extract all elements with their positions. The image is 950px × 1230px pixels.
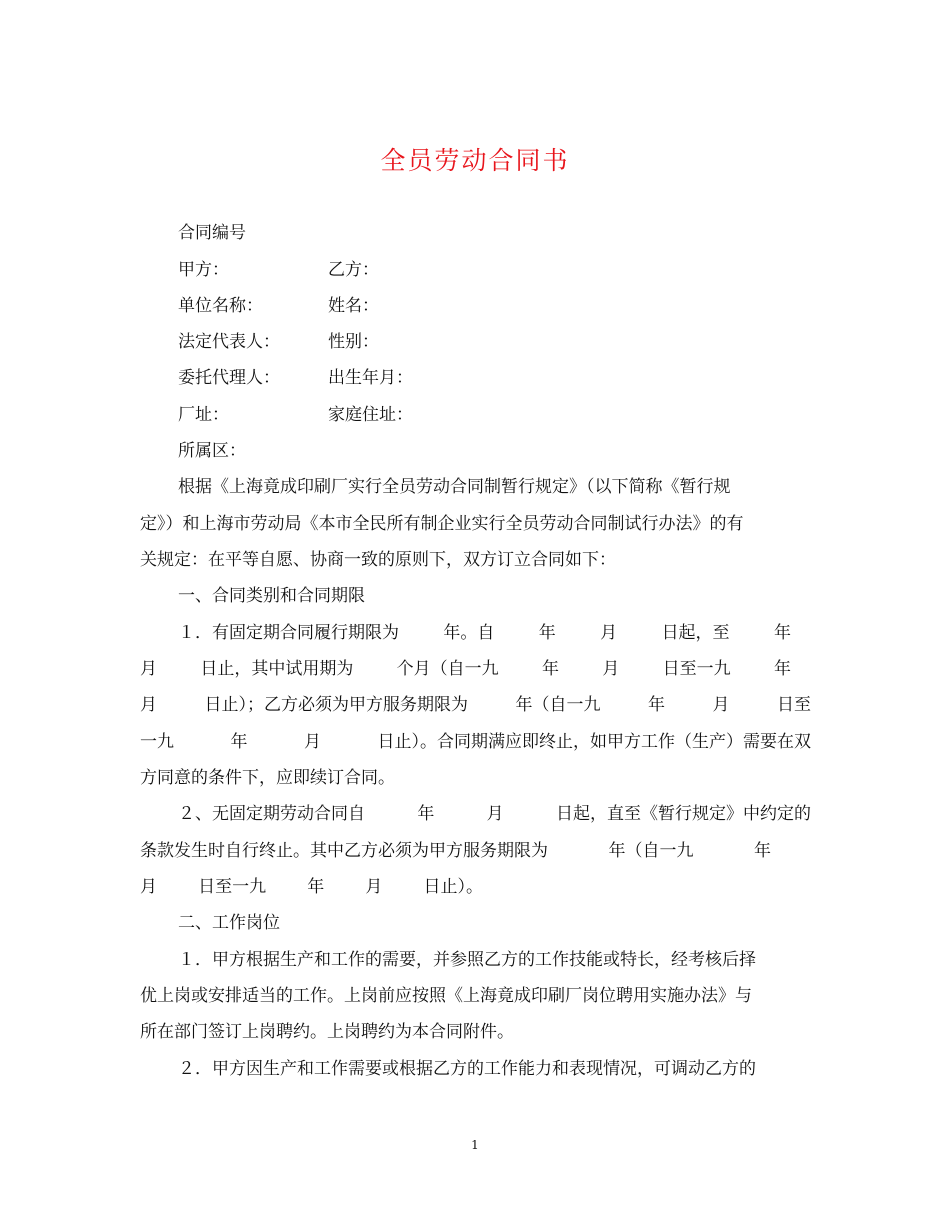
clause-text: 月 bbox=[486, 804, 504, 824]
clause-text: 月 bbox=[140, 695, 157, 715]
clause-text: 年 bbox=[754, 841, 771, 861]
clause-text: 年 bbox=[648, 695, 665, 715]
name-label: 姓名： bbox=[328, 296, 379, 316]
section-heading: 一、合同类别和合同期限 bbox=[178, 586, 365, 606]
agent-label: 委托代理人： bbox=[178, 368, 280, 388]
clause-text: 年。自 bbox=[443, 623, 495, 643]
home-address-label: 家庭住址： bbox=[328, 405, 413, 425]
clause-line bbox=[178, 804, 811, 824]
clause-text: 月 bbox=[365, 877, 383, 897]
clause-text: 一九 bbox=[140, 732, 174, 752]
clause-text: 条款发生时自行终止。其中乙方必须为甲方服务期限为 bbox=[140, 841, 548, 861]
clause-line bbox=[140, 732, 811, 752]
clause-text: 日止）。 bbox=[423, 877, 483, 897]
legal-rep-label: 法定代表人： bbox=[178, 332, 280, 352]
clause-line: 优上岗或安排适当的工作。上岗前应按照《上海竟成印刷厂岗位聘用实施办法》与 bbox=[140, 986, 752, 1006]
intro-line: 关规定：在平等自愿、协商一致的原则下，双方订立合同如下： bbox=[140, 550, 616, 570]
clause-line bbox=[140, 695, 811, 715]
clause-text: 年（自一九 bbox=[515, 695, 601, 715]
clause-line: １．甲方根据生产和工作的需要，并参照乙方的工作技能或特长，经考核后择 bbox=[178, 950, 756, 970]
clause-line: ２．甲方因生产和工作需要或根据乙方的工作能力和表现情况，可调动乙方的 bbox=[178, 1059, 756, 1079]
unit-name-label: 单位名称： bbox=[178, 296, 263, 316]
section-heading: 二、工作岗位 bbox=[178, 913, 280, 933]
clause-text: 日止，其中试用期为 bbox=[200, 659, 354, 679]
party-b-label: 乙方： bbox=[328, 260, 379, 280]
clause-text: 年 bbox=[230, 732, 248, 752]
factory-address-label: 厂址： bbox=[178, 405, 229, 425]
clause-text: ２、无固定期劳动合同自 bbox=[178, 804, 365, 824]
clause-text: 月 bbox=[712, 695, 730, 715]
gender-label: 性别： bbox=[328, 332, 379, 352]
clause-line bbox=[140, 659, 791, 679]
clause-text: 个月（自一九 bbox=[396, 659, 499, 679]
party-a-label: 甲方： bbox=[178, 260, 229, 280]
clause-text: 日至 bbox=[777, 695, 811, 715]
clause-text: 日起，直至《暂行规定》中约定的 bbox=[555, 804, 811, 824]
contract-number-label: 合同编号 bbox=[178, 223, 246, 243]
clause-text: 月 bbox=[602, 659, 620, 679]
intro-line: 根据《上海竟成印刷厂实行全员劳动合同制暂行规定》（以下简称《暂行规 bbox=[178, 477, 731, 497]
intro-line: 定》）和上海市劳动局《本市全民所有制企业实行全员劳动合同制试行办法》的有 bbox=[140, 514, 744, 534]
clause-text: 日止）。合同期满应即终止，如甲方工作（生产）需要在双 bbox=[377, 732, 811, 752]
clause-line bbox=[178, 623, 791, 643]
birth-label: 出生年月： bbox=[328, 368, 413, 388]
clause-text: 年 bbox=[417, 804, 435, 824]
clause-line bbox=[140, 841, 771, 861]
district-label: 所属区： bbox=[178, 441, 246, 461]
clause-text: 日至一九 bbox=[198, 877, 267, 897]
clause-text: 年 bbox=[541, 659, 559, 679]
clause-text: 月 bbox=[140, 659, 157, 679]
clause-line bbox=[140, 877, 483, 897]
clause-text: 年（自一九 bbox=[608, 841, 694, 861]
clause-text: 日起，至 bbox=[661, 623, 730, 643]
clause-line: 方同意的条件下，应即续订合同。 bbox=[140, 768, 395, 788]
clause-text: 日至一九 bbox=[662, 659, 731, 679]
clause-text: 月 bbox=[140, 877, 157, 897]
page-number: 1 bbox=[471, 1138, 479, 1152]
clause-text: 年 bbox=[307, 877, 325, 897]
document-title: 全员劳动合同书 bbox=[380, 146, 570, 175]
clause-line: 所在部门签订上岗聘约。上岗聘约为本合同附件。 bbox=[140, 1022, 514, 1042]
clause-text: 日止）；乙方必须为甲方服务期限为 bbox=[204, 695, 468, 715]
clause-text: 月 bbox=[600, 623, 618, 643]
clause-text: １．有固定期合同履行期限为 bbox=[178, 623, 399, 643]
clause-text: 年 bbox=[538, 623, 556, 643]
clause-text: 月 bbox=[304, 732, 321, 752]
clause-text: 年 bbox=[773, 659, 791, 679]
clause-text: 年 bbox=[773, 623, 791, 643]
